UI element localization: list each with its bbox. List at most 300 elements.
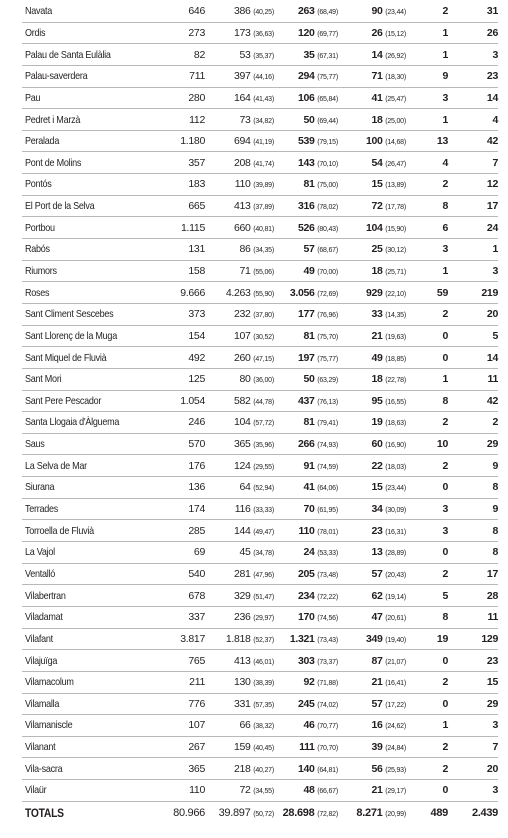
column4-cell bbox=[372, 200, 407, 212]
column5-value: 0 bbox=[442, 784, 448, 797]
voters-cell bbox=[240, 784, 275, 796]
column3-percent: (70,10) bbox=[317, 160, 338, 168]
column3-percent: (69,77) bbox=[317, 30, 338, 38]
column4-percent: (19,40) bbox=[385, 636, 406, 644]
municipality-name: Peralada bbox=[25, 135, 60, 148]
column3-percent: (71,88) bbox=[317, 680, 338, 688]
column4-cell bbox=[366, 287, 406, 299]
voters-cell bbox=[240, 719, 275, 731]
column4-value: 18 bbox=[371, 373, 383, 386]
voters-value: 53 bbox=[239, 48, 251, 61]
municipality-name: Riumors bbox=[25, 265, 57, 277]
column4-value: 929 bbox=[365, 286, 383, 299]
municipality-name: Palau de Santa Eulàlia bbox=[25, 48, 111, 61]
column4-cell bbox=[372, 438, 407, 450]
voters-value: 107 bbox=[233, 329, 251, 342]
municipality-name: Santa Llogaia d'Àlguema bbox=[25, 416, 120, 429]
column4-cell bbox=[372, 330, 407, 342]
column4-percent: (22,78) bbox=[385, 377, 406, 385]
table-row bbox=[22, 174, 498, 196]
column5-value: 1 bbox=[442, 373, 448, 386]
census-value: 158 bbox=[188, 265, 205, 277]
column3-value: 3.056 bbox=[289, 286, 315, 299]
census-value: 776 bbox=[188, 697, 205, 710]
column3-cell bbox=[298, 568, 338, 580]
column4-cell bbox=[372, 395, 407, 407]
column4-percent: (14,68) bbox=[385, 139, 406, 147]
column4-cell bbox=[372, 308, 407, 320]
column5-value: 4 bbox=[442, 156, 448, 169]
column3-percent: (78,02) bbox=[317, 204, 338, 212]
census-value: 280 bbox=[188, 91, 205, 104]
column6-value: 20 bbox=[486, 762, 498, 775]
table-row bbox=[22, 326, 498, 348]
column5-value: 2 bbox=[442, 459, 448, 472]
column3-cell bbox=[298, 590, 338, 602]
column6-value: 23 bbox=[486, 70, 498, 83]
voters-percent: (33,33) bbox=[253, 507, 274, 515]
column3-cell bbox=[304, 546, 339, 558]
voters-value: 110 bbox=[234, 178, 251, 191]
column3-value: 539 bbox=[297, 135, 315, 148]
table-row bbox=[22, 369, 498, 391]
column3-percent: (73,43) bbox=[317, 636, 338, 644]
census-value: 646 bbox=[188, 5, 205, 18]
voters-value: 331 bbox=[233, 697, 251, 710]
voters-percent: (40,81) bbox=[253, 225, 274, 233]
column3-percent: (74,93) bbox=[317, 442, 338, 450]
voters-value: 208 bbox=[233, 156, 251, 169]
column3-percent: (78,01) bbox=[317, 528, 338, 536]
column3-value: 81 bbox=[303, 329, 315, 342]
table-row bbox=[22, 391, 498, 413]
voters-percent: (36,00) bbox=[253, 377, 274, 385]
column6-value: 11 bbox=[487, 373, 498, 386]
column4-cell bbox=[372, 373, 407, 385]
column3-cell bbox=[304, 719, 339, 731]
column5-value: 2 bbox=[442, 741, 448, 754]
column3-percent: (72,22) bbox=[317, 593, 338, 601]
voters-cell bbox=[234, 352, 274, 364]
column3-value: 143 bbox=[297, 156, 315, 169]
column3-value: 46 bbox=[303, 719, 315, 732]
column4-percent: (23,44) bbox=[385, 485, 406, 493]
voters-cell bbox=[240, 481, 275, 493]
municipality-name: Sant Miquel de Fluvià bbox=[25, 351, 107, 364]
column4-percent: (24,62) bbox=[385, 723, 406, 731]
census-value: 570 bbox=[188, 438, 205, 451]
column5-value: 0 bbox=[442, 546, 448, 559]
column5-value: 1 bbox=[442, 48, 448, 61]
column3-cell bbox=[298, 698, 338, 710]
municipality-name: Vilajuïga bbox=[25, 654, 58, 667]
column3-value: 294 bbox=[297, 70, 315, 83]
census-value: 492 bbox=[188, 351, 205, 364]
voters-cell bbox=[234, 200, 274, 212]
voters-cell bbox=[234, 460, 274, 472]
column3-value: 197 bbox=[297, 351, 315, 364]
voters-value: 413 bbox=[233, 654, 251, 667]
column3-value: 92 bbox=[303, 676, 315, 689]
municipality-name: Palau-saverdera bbox=[25, 70, 88, 83]
column4-percent: (22,10) bbox=[385, 290, 406, 298]
voters-cell bbox=[240, 546, 275, 558]
table-row bbox=[22, 564, 498, 586]
column5-value: 0 bbox=[442, 481, 448, 494]
table-row bbox=[22, 88, 498, 110]
municipality-name: Vilamacolum bbox=[25, 676, 74, 689]
column4-cell bbox=[372, 157, 407, 169]
column4-percent: (18,85) bbox=[385, 355, 406, 363]
voters-value: 80 bbox=[239, 373, 251, 386]
table-row bbox=[22, 66, 498, 88]
column3-value: 91 bbox=[303, 459, 315, 472]
column6-value: 42 bbox=[486, 135, 498, 148]
column6-value: 17 bbox=[486, 567, 498, 580]
column4-percent: (16,31) bbox=[385, 528, 406, 536]
census-value: 285 bbox=[188, 524, 205, 537]
column5-value: 2 bbox=[442, 567, 448, 580]
column5-value: 13 bbox=[436, 135, 448, 148]
column5-value: 8 bbox=[442, 394, 448, 407]
column3-value: 303 bbox=[297, 654, 315, 667]
column6-value: 29 bbox=[486, 438, 498, 451]
census-value: 154 bbox=[188, 329, 205, 342]
voters-percent: (34,35) bbox=[253, 247, 274, 255]
column4-value: 16 bbox=[371, 719, 383, 732]
column3-value: 57 bbox=[303, 243, 315, 256]
voters-percent: (38,39) bbox=[253, 680, 274, 688]
municipality-name: Vilabertran bbox=[25, 589, 66, 602]
voters-percent: (40,25) bbox=[253, 9, 274, 17]
column6-value: 29 bbox=[486, 697, 498, 710]
column4-percent: (28,89) bbox=[385, 550, 406, 558]
column3-value: 70 bbox=[303, 503, 315, 516]
voters-value: 660 bbox=[233, 221, 251, 234]
voters-percent: (55,06) bbox=[253, 269, 274, 276]
municipality-name: Vilanant bbox=[25, 741, 56, 754]
voters-cell bbox=[240, 265, 275, 277]
column4-cell bbox=[372, 352, 407, 364]
column3-percent: (66,67) bbox=[317, 788, 338, 796]
voters-cell bbox=[240, 373, 275, 385]
column3-value: 110 bbox=[298, 524, 315, 537]
voters-percent: (40,45) bbox=[253, 745, 274, 753]
municipality-name: El Port de la Selva bbox=[25, 200, 95, 213]
voters-percent: (57,35) bbox=[253, 701, 274, 709]
table-row bbox=[22, 477, 498, 499]
voters-cell bbox=[234, 222, 274, 234]
voters-value: 397 bbox=[233, 70, 251, 83]
column4-cell bbox=[366, 633, 406, 645]
column4-value: 72 bbox=[371, 200, 383, 213]
voters-percent: (30,52) bbox=[253, 333, 274, 341]
census-value: 9.666 bbox=[180, 286, 205, 299]
voters-percent: (41,74) bbox=[253, 160, 274, 168]
column6-value: 42 bbox=[486, 394, 498, 407]
municipality-name: Sant Mori bbox=[25, 373, 62, 386]
voters-cell bbox=[234, 70, 274, 82]
column3-cell bbox=[283, 807, 338, 819]
column5-value: 59 bbox=[436, 286, 448, 299]
table-row bbox=[22, 780, 498, 802]
voters-value: 694 bbox=[233, 135, 251, 148]
table-row bbox=[22, 261, 498, 283]
column3-value: 437 bbox=[297, 394, 315, 407]
column3-percent: (64,06) bbox=[317, 485, 338, 493]
voters-value: 232 bbox=[233, 308, 251, 321]
column3-cell bbox=[299, 525, 338, 537]
column6-value: 11 bbox=[487, 611, 498, 624]
column5-value: 1 bbox=[442, 719, 448, 732]
column4-cell bbox=[372, 763, 407, 775]
voters-cell bbox=[234, 5, 274, 17]
voters-percent: (52,37) bbox=[253, 636, 274, 644]
municipality-name: Rabós bbox=[25, 243, 50, 256]
municipality-name: Pont de Molins bbox=[25, 156, 82, 169]
table-row bbox=[22, 607, 498, 629]
voters-value: 218 bbox=[233, 762, 251, 775]
census-value: 211 bbox=[189, 676, 205, 689]
census-value: 540 bbox=[188, 567, 205, 580]
column5-value: 8 bbox=[442, 200, 448, 213]
table-row bbox=[22, 109, 498, 131]
column4-cell bbox=[372, 698, 407, 710]
table-row bbox=[22, 347, 498, 369]
column6-value: 20 bbox=[486, 308, 498, 321]
voters-cell bbox=[234, 698, 274, 710]
voters-cell bbox=[234, 590, 274, 602]
voters-percent: (29,97) bbox=[253, 615, 274, 623]
column3-value: 120 bbox=[297, 26, 315, 39]
results-table bbox=[22, 1, 498, 823]
column3-value: 28.698 bbox=[282, 806, 315, 819]
column4-cell bbox=[366, 135, 406, 147]
column4-percent: (26,47) bbox=[385, 160, 406, 168]
table-row bbox=[22, 694, 498, 716]
municipality-name: Ordis bbox=[25, 26, 46, 39]
column4-cell bbox=[372, 611, 407, 623]
municipality-name: La Vajol bbox=[25, 546, 55, 559]
voters-value: 1.818 bbox=[225, 632, 251, 645]
column4-cell bbox=[372, 178, 407, 190]
column4-percent: (18,30) bbox=[385, 74, 406, 82]
column4-value: 21 bbox=[371, 329, 383, 342]
voters-percent: (34,82) bbox=[253, 117, 274, 125]
column6-value: 31 bbox=[486, 5, 498, 18]
census-value: 125 bbox=[188, 373, 205, 386]
census-value: 80.966 bbox=[173, 806, 205, 819]
column4-percent: (18,03) bbox=[385, 463, 406, 471]
column3-cell bbox=[298, 308, 338, 320]
column4-value: 18 bbox=[371, 265, 383, 277]
column5-value: 0 bbox=[442, 329, 448, 342]
column4-percent: (13,89) bbox=[385, 182, 406, 190]
table-row bbox=[22, 131, 498, 153]
column4-percent: (16,90) bbox=[385, 442, 406, 450]
census-value: 110 bbox=[189, 784, 205, 797]
voters-cell bbox=[234, 438, 274, 450]
voters-value: 281 bbox=[233, 567, 251, 580]
column6-value: 14 bbox=[486, 351, 498, 364]
column5-value: 1 bbox=[442, 113, 448, 126]
column3-cell bbox=[304, 178, 339, 190]
voters-value: 329 bbox=[233, 589, 251, 602]
municipality-name: Navata bbox=[25, 5, 53, 18]
voters-cell bbox=[234, 741, 274, 753]
column3-percent: (80,43) bbox=[317, 225, 338, 233]
column5-value: 3 bbox=[442, 243, 448, 256]
table-row bbox=[22, 44, 498, 66]
voters-percent: (52,94) bbox=[253, 485, 274, 493]
column4-value: 26 bbox=[371, 26, 383, 39]
census-value: 665 bbox=[188, 200, 205, 213]
column4-percent: (19,63) bbox=[385, 333, 406, 341]
voters-cell bbox=[234, 27, 274, 39]
column3-percent: (70,00) bbox=[317, 269, 338, 276]
voters-cell bbox=[240, 243, 275, 255]
column5-value: 0 bbox=[442, 697, 448, 710]
column5-value: 2 bbox=[442, 5, 448, 18]
column5-value: 3 bbox=[442, 91, 448, 104]
voters-percent: (44,16) bbox=[253, 74, 274, 82]
census-value: 131 bbox=[188, 243, 205, 256]
voters-percent: (57,72) bbox=[253, 420, 274, 428]
column4-percent: (17,22) bbox=[385, 701, 406, 709]
census-value: 365 bbox=[188, 762, 205, 775]
column5-value: 2 bbox=[442, 416, 448, 429]
table-row bbox=[22, 758, 498, 780]
column4-percent: (15,12) bbox=[385, 30, 406, 38]
column6-value: 17 bbox=[486, 200, 498, 213]
column3-value: 1.321 bbox=[289, 632, 315, 645]
column3-percent: (79,15) bbox=[317, 139, 338, 147]
voters-percent: (34,55) bbox=[253, 788, 274, 796]
column4-percent: (17,78) bbox=[385, 204, 406, 212]
municipality-name: Siurana bbox=[25, 481, 55, 494]
column5-value: 9 bbox=[442, 70, 448, 83]
column6-value: 14 bbox=[486, 91, 498, 104]
voters-cell bbox=[219, 807, 274, 819]
table-row bbox=[22, 737, 498, 759]
voters-percent: (41,19) bbox=[253, 139, 274, 147]
voters-percent: (35,37) bbox=[253, 52, 274, 60]
column4-value: 54 bbox=[371, 156, 383, 169]
column4-value: 56 bbox=[371, 762, 383, 775]
column4-percent: (25,93) bbox=[385, 766, 406, 774]
column3-value: 170 bbox=[297, 611, 315, 624]
column4-percent: (24,84) bbox=[385, 745, 406, 753]
column3-percent: (53,33) bbox=[317, 550, 338, 558]
column3-value: 35 bbox=[303, 48, 315, 61]
column4-percent: (20,99) bbox=[385, 810, 406, 818]
column4-value: 25 bbox=[371, 243, 383, 256]
column6-value: 219 bbox=[481, 286, 498, 299]
table-row bbox=[22, 542, 498, 564]
column3-percent: (65,84) bbox=[317, 95, 338, 103]
voters-percent: (44,78) bbox=[253, 398, 274, 406]
column4-cell bbox=[372, 568, 407, 580]
column4-value: 39 bbox=[371, 741, 383, 754]
census-value: 246 bbox=[188, 416, 205, 429]
table-row bbox=[22, 217, 498, 239]
voters-cell bbox=[234, 568, 274, 580]
column5-value: 2 bbox=[442, 676, 448, 689]
column5-value: 5 bbox=[442, 589, 448, 602]
column6-value: 9 bbox=[492, 459, 498, 472]
census-value: 82 bbox=[193, 48, 205, 61]
column4-value: 57 bbox=[371, 567, 383, 580]
column3-percent: (69,44) bbox=[317, 117, 338, 125]
column4-cell bbox=[372, 481, 407, 493]
voters-cell bbox=[234, 308, 274, 320]
column3-cell bbox=[298, 70, 338, 82]
column6-value: 12 bbox=[486, 178, 498, 191]
census-value: 107 bbox=[188, 719, 205, 732]
column4-cell bbox=[372, 525, 407, 537]
voters-cell bbox=[234, 611, 274, 623]
column5-value: 0 bbox=[442, 654, 448, 667]
table-row bbox=[22, 585, 498, 607]
voters-percent: (34,78) bbox=[253, 550, 274, 558]
column3-cell bbox=[290, 287, 338, 299]
column3-value: 48 bbox=[303, 784, 315, 797]
column3-percent: (70,70) bbox=[317, 745, 338, 753]
municipality-name: Torroella de Fluvià bbox=[25, 524, 94, 537]
column3-cell bbox=[298, 157, 338, 169]
column3-percent: (74,56) bbox=[317, 615, 338, 623]
voters-percent: (47,15) bbox=[253, 355, 274, 363]
table-row bbox=[22, 520, 498, 542]
column5-value: 6 bbox=[442, 221, 448, 234]
column4-cell bbox=[372, 460, 407, 472]
column4-value: 47 bbox=[371, 611, 383, 624]
table-row bbox=[22, 239, 498, 261]
voters-value: 413 bbox=[233, 200, 251, 213]
municipality-name: Ventalló bbox=[25, 567, 56, 580]
column3-cell bbox=[298, 222, 338, 234]
column3-percent: (75,77) bbox=[317, 355, 338, 363]
voters-value: 164 bbox=[233, 91, 251, 104]
census-value: 183 bbox=[188, 178, 205, 191]
census-value: 357 bbox=[188, 156, 205, 169]
voters-value: 73 bbox=[239, 113, 251, 126]
column3-value: 81 bbox=[303, 416, 315, 429]
column4-value: 57 bbox=[371, 697, 383, 710]
column3-value: 177 bbox=[297, 308, 315, 321]
voters-percent: (49,47) bbox=[253, 528, 274, 536]
column4-value: 349 bbox=[365, 632, 383, 645]
voters-percent: (29,55) bbox=[253, 463, 274, 471]
municipality-name: Pontós bbox=[25, 178, 52, 191]
column4-cell bbox=[372, 92, 407, 104]
voters-value: 4.263 bbox=[225, 286, 251, 299]
column4-cell bbox=[372, 27, 407, 39]
column6-value: 8 bbox=[492, 546, 498, 559]
column3-cell bbox=[304, 373, 339, 385]
voters-cell bbox=[234, 135, 274, 147]
municipality-name: Vilaür bbox=[25, 784, 47, 797]
column4-percent: (15,90) bbox=[385, 225, 406, 233]
voters-percent: (37,89) bbox=[253, 204, 274, 212]
voters-value: 72 bbox=[239, 784, 251, 797]
column4-percent: (18,63) bbox=[385, 420, 406, 428]
column6-value: 28 bbox=[486, 589, 498, 602]
column4-value: 22 bbox=[371, 459, 383, 472]
column6-value: 7 bbox=[492, 741, 498, 754]
column5-value: 3 bbox=[442, 503, 448, 516]
column4-value: 90 bbox=[371, 5, 383, 18]
